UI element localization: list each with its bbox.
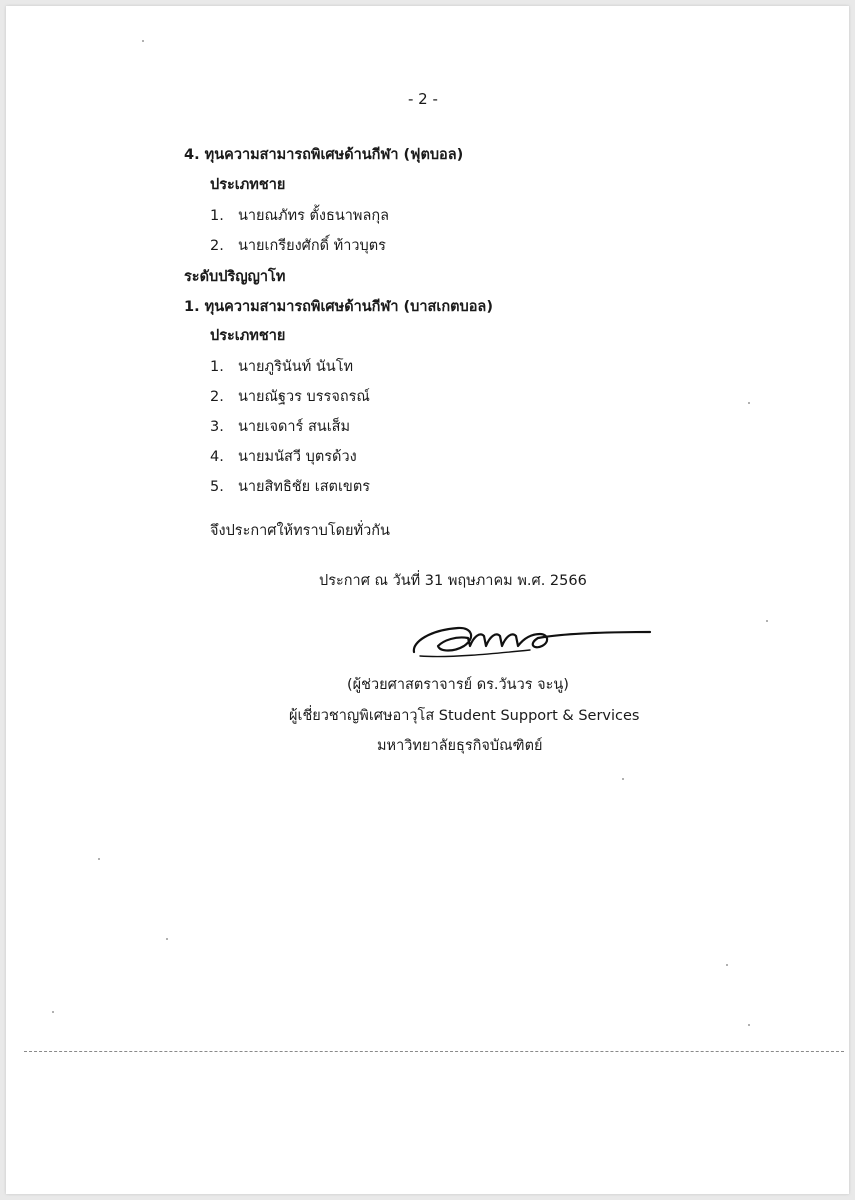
item-number: 2.	[210, 389, 224, 405]
scan-speck	[748, 1024, 750, 1026]
list-item	[210, 475, 370, 498]
item-name: นายภูรินันท์ นันโท	[238, 359, 354, 375]
item-name: นายณภัทร ตั้งธนาพลกุล	[238, 208, 390, 224]
section-heading-basketball: 1. ทุนความสามารถพิเศษด้านกีฬา (บาสเกตบอล)	[184, 299, 493, 315]
category-male-football: ประเภทชาย	[210, 177, 286, 193]
date-line: ประกาศ ณ วันที่ 31 พฤษภาคม พ.ศ. 2566	[319, 573, 587, 589]
document-page	[6, 6, 849, 1194]
handwritten-signature	[410, 618, 655, 666]
list-item	[210, 234, 386, 257]
item-number: 1.	[210, 359, 224, 375]
scan-speck	[726, 964, 728, 966]
signatory-title: ผู้เชี่ยวชาญพิเศษอาวุโส Student Support & Services	[289, 708, 640, 724]
section-heading-football: 4. ทุนความสามารถพิเศษด้านกีฬา (ฟุตบอล)	[184, 147, 464, 163]
item-name: นายสิทธิชัย เสตเขตร	[238, 479, 371, 495]
scan-speck	[766, 620, 768, 622]
item-number: 2.	[210, 238, 224, 254]
scan-speck	[142, 40, 144, 42]
item-name: นายณัฐวร บรรจถรณ์	[238, 389, 370, 405]
scan-speck	[166, 938, 168, 940]
scan-speck	[98, 858, 100, 860]
item-number: 5.	[210, 479, 224, 495]
signatory-organization: มหาวิทยาลัยธุรกิจบัณฑิตย์	[377, 738, 543, 754]
scan-divider-line	[24, 1051, 844, 1052]
page-number: - 2 -	[408, 90, 438, 108]
signatory-name: (ผู้ช่วยศาสตราจารย์ ดร.วันวร จะนู)	[347, 677, 569, 693]
scan-speck	[52, 1011, 54, 1013]
item-number: 3.	[210, 419, 224, 435]
list-item	[210, 415, 350, 438]
scan-speck	[622, 778, 624, 780]
item-name: นายมนัสวี บุตรด้วง	[238, 449, 357, 465]
item-number: 1.	[210, 208, 224, 224]
list-item	[210, 385, 370, 408]
item-number: 4.	[210, 449, 224, 465]
list-item	[210, 355, 353, 378]
level-heading-masters: ระดับปริญญาโท	[184, 269, 286, 285]
list-item	[210, 204, 389, 227]
closing-statement: จึงประกาศให้ทราบโดยทั่วกัน	[210, 523, 390, 539]
item-name: นายเจดาร์ สนเส็ม	[238, 419, 351, 435]
list-item	[210, 445, 357, 468]
item-name: นายเกรียงศักดิ์ ท้าวบุตร	[238, 238, 386, 254]
category-male-basketball: ประเภทชาย	[210, 328, 286, 344]
scan-speck	[748, 402, 750, 404]
